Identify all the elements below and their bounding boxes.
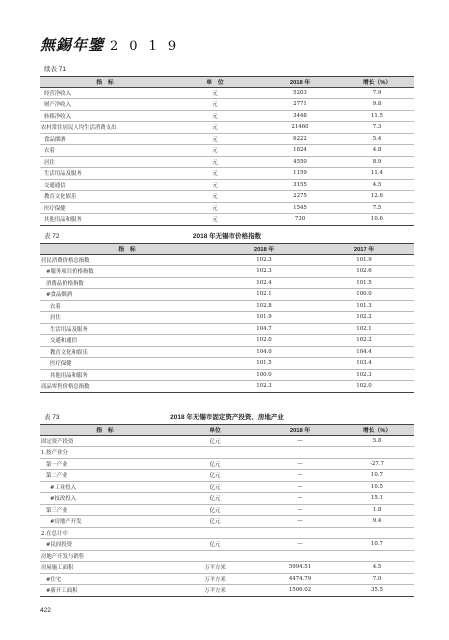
table-row <box>40 539 414 551</box>
row-indicator: 房地产开发与销售 <box>40 550 170 562</box>
table-row <box>40 458 414 470</box>
row-unit: 元 <box>170 87 260 99</box>
col-header-indicator: 指 标 <box>40 244 214 255</box>
row-growth: 10.6 <box>340 214 414 226</box>
table-row <box>40 562 414 574</box>
table-row <box>40 504 414 516</box>
row-indicator: 居民消费价格总指数 <box>40 254 214 266</box>
row-growth: -27.7 <box>340 458 414 470</box>
row-growth: 10.7 <box>340 539 414 551</box>
table-header-row <box>40 244 414 255</box>
col-header-2017: 2017 年 <box>314 244 414 255</box>
row-indicator: 衣着 <box>40 300 214 312</box>
col-header-2018: 2018 年 <box>214 244 314 255</box>
row-growth: 10.5 <box>340 481 414 493</box>
row-value-2017: 103.4 <box>314 358 414 370</box>
table-row <box>40 346 414 358</box>
table-row <box>40 87 414 99</box>
table-row <box>40 470 414 482</box>
row-indicator: 居住 <box>40 156 170 168</box>
col-header-unit: 单位 <box>170 425 260 436</box>
row-indicator: #新开工面积 <box>40 585 170 597</box>
row-unit: 亿元 <box>170 504 260 516</box>
row-growth: 9.4 <box>340 516 414 528</box>
row-growth <box>340 447 414 459</box>
row-indicator: 房屋施工面积 <box>40 562 170 574</box>
table-row <box>40 122 414 134</box>
row-value-2018: 101.5 <box>214 358 314 370</box>
table-row <box>40 358 414 370</box>
row-value-2017: 102.0 <box>314 381 414 393</box>
row-growth: 10.7 <box>340 470 414 482</box>
table-row <box>40 312 414 324</box>
table-row <box>40 381 414 393</box>
table-label: 续表 71 <box>44 66 67 73</box>
row-unit: 亿元 <box>170 516 260 528</box>
row-growth: 35.5 <box>340 585 414 597</box>
row-growth <box>340 550 414 562</box>
row-indicator: #技改投入 <box>40 493 170 505</box>
table-row <box>40 99 414 111</box>
row-indicator: 第二产业 <box>40 470 170 482</box>
row-indicator: 医疗保健 <box>40 358 214 370</box>
row-value-2018: 102.3 <box>214 381 314 393</box>
table-label: 表 73 <box>44 414 60 421</box>
table-row <box>40 191 414 203</box>
table-73-section <box>40 412 414 597</box>
row-indicator: #食品烟酒 <box>40 289 214 301</box>
row-unit <box>170 550 260 562</box>
row-unit: 元 <box>170 202 260 214</box>
row-value-2017: 101.5 <box>314 277 414 289</box>
row-growth: 5.4 <box>340 133 414 145</box>
row-value: — <box>260 481 340 493</box>
table-row <box>40 585 414 597</box>
row-value: — <box>260 470 340 482</box>
row-value-2018: 102.1 <box>214 289 314 301</box>
row-indicator: 教育文化娱乐 <box>40 191 170 203</box>
row-value-2018: 102.0 <box>214 335 314 347</box>
row-value <box>260 550 340 562</box>
row-value-2017: 104.4 <box>314 346 414 358</box>
table-row <box>40 289 414 301</box>
table-row <box>40 481 414 493</box>
table-row <box>40 369 414 381</box>
table-row <box>40 573 414 585</box>
yearbook-logo: 無錫年鑒 <box>40 36 105 54</box>
row-value: 6222 <box>260 133 340 145</box>
row-growth: 15.1 <box>340 493 414 505</box>
row-unit: 万平方米 <box>170 562 260 574</box>
row-growth: 4.5 <box>340 179 414 191</box>
row-value-2018: 102.3 <box>214 254 314 266</box>
row-value-2017: 102.2 <box>314 312 414 324</box>
table-row <box>40 133 414 145</box>
row-indicator: #住宅 <box>40 573 170 585</box>
row-growth: 8.9 <box>340 156 414 168</box>
row-indicator: 转移净收入 <box>40 110 170 122</box>
table-72-section <box>40 231 414 393</box>
row-unit: 亿元 <box>170 481 260 493</box>
row-value-2018: 100.0 <box>214 369 314 381</box>
row-indicator: 第一产业 <box>40 458 170 470</box>
table-row <box>40 435 414 447</box>
row-unit: 元 <box>170 156 260 168</box>
row-indicator: 食品烟酒 <box>40 133 170 145</box>
row-unit: 元 <box>170 133 260 145</box>
row-growth: 4.5 <box>340 562 414 574</box>
row-value: 1506.02 <box>260 585 340 597</box>
table-71-section <box>40 64 414 226</box>
row-value: 4550 <box>260 156 340 168</box>
table-row <box>40 266 414 278</box>
table-71 <box>40 76 414 226</box>
table-row <box>40 156 414 168</box>
row-growth <box>340 527 414 539</box>
col-header-2018: 2018 年 <box>260 77 340 88</box>
row-unit: 亿元 <box>170 470 260 482</box>
row-value-2018: 104.7 <box>214 323 314 335</box>
row-growth: 7.0 <box>340 573 414 585</box>
row-indicator: 生活用品及服务 <box>40 168 170 180</box>
row-indicator: 商品零售价格总指数 <box>40 381 214 393</box>
row-indicator: 交通和通信 <box>40 335 214 347</box>
row-value-2018: 102.8 <box>214 300 314 312</box>
row-indicator: 第三产业 <box>40 504 170 516</box>
col-header-growth: 增长（%） <box>340 425 414 436</box>
row-indicator: 交通通信 <box>40 179 170 191</box>
table-title: 2018 年无锡市固定资产投资、房地产业 <box>170 414 284 421</box>
row-unit: 万平方米 <box>170 585 260 597</box>
row-indicator: 1.按产业分 <box>40 447 170 459</box>
row-indicator: 经营净收入 <box>40 87 170 99</box>
row-value-2018: 104.0 <box>214 346 314 358</box>
row-unit: 元 <box>170 214 260 226</box>
row-growth: 7.9 <box>340 87 414 99</box>
table-row <box>40 527 414 539</box>
row-growth: 7.5 <box>340 202 414 214</box>
row-value: — <box>260 539 340 551</box>
row-value-2017: 102.6 <box>314 266 414 278</box>
row-value: — <box>260 458 340 470</box>
table-73 <box>40 424 414 597</box>
table-row <box>40 110 414 122</box>
table-row <box>40 145 414 157</box>
table-row <box>40 493 414 505</box>
row-growth: 11.5 <box>340 110 414 122</box>
row-indicator: 财产净收入 <box>40 99 170 111</box>
table-row <box>40 277 414 289</box>
row-unit: 元 <box>170 179 260 191</box>
row-growth: 9.8 <box>340 99 414 111</box>
row-indicator: #工业投入 <box>40 481 170 493</box>
table-row <box>40 550 414 562</box>
table-header-row <box>40 77 414 88</box>
row-unit: 亿元 <box>170 435 260 447</box>
table-header-row <box>40 425 414 436</box>
row-value: 1545 <box>260 202 340 214</box>
row-unit: 万平方米 <box>170 573 260 585</box>
row-value: 1824 <box>260 145 340 157</box>
row-value-2018: 102.4 <box>214 277 314 289</box>
row-value: — <box>260 435 340 447</box>
row-value: 2771 <box>260 99 340 111</box>
row-value: 3448 <box>260 110 340 122</box>
row-unit: 亿元 <box>170 539 260 551</box>
row-value: — <box>260 493 340 505</box>
row-indicator: 其他用品和服务 <box>40 369 214 381</box>
row-growth: 5.8 <box>340 435 414 447</box>
col-header-unit: 单 位 <box>170 77 260 88</box>
row-unit: 元 <box>170 122 260 134</box>
row-unit: 元 <box>170 99 260 111</box>
row-value: 21460 <box>260 122 340 134</box>
row-value: 4474.79 <box>260 573 340 585</box>
row-value-2017: 102.2 <box>314 335 414 347</box>
table-title: 2018 年无锡市价格指数 <box>192 233 262 240</box>
row-indicator: 其他用品和服务 <box>40 214 170 226</box>
row-growth: 1.8 <box>340 504 414 516</box>
table-row <box>40 323 414 335</box>
row-value <box>260 447 340 459</box>
row-value-2017: 101.3 <box>314 300 414 312</box>
row-value: — <box>260 516 340 528</box>
col-header-indicator: 指 标 <box>40 425 170 436</box>
row-value-2017: 100.0 <box>314 289 414 301</box>
row-unit: 元 <box>170 191 260 203</box>
row-value-2017: 102.3 <box>314 369 414 381</box>
table-row <box>40 447 414 459</box>
table-caption <box>40 64 414 76</box>
table-caption <box>40 412 414 424</box>
row-unit: 元 <box>170 110 260 122</box>
table-row <box>40 179 414 191</box>
row-value: 730 <box>260 214 340 226</box>
table-row <box>40 335 414 347</box>
row-growth: 7.3 <box>340 122 414 134</box>
row-indicator: 居住 <box>40 312 214 324</box>
row-indicator: 医疗保健 <box>40 202 170 214</box>
table-row <box>40 168 414 180</box>
row-growth: 4.8 <box>340 145 414 157</box>
row-indicator: 教育文化和娱乐 <box>40 346 214 358</box>
table-row <box>40 254 414 266</box>
row-value: 5203 <box>260 87 340 99</box>
row-indicator: 农村常住居民人均生活消费支出 <box>40 122 170 134</box>
row-growth: 11.4 <box>340 168 414 180</box>
page-number: 422 <box>40 607 51 614</box>
row-unit: 亿元 <box>170 493 260 505</box>
row-unit: 元 <box>170 145 260 157</box>
table-row <box>40 202 414 214</box>
row-growth: 12.6 <box>340 191 414 203</box>
table-72 <box>40 243 414 393</box>
table-row <box>40 300 414 312</box>
row-value <box>260 527 340 539</box>
row-indicator: 2.在总计中 <box>40 527 170 539</box>
col-header-2018: 2018 年 <box>260 425 340 436</box>
row-indicator: 消费品价格指数 <box>40 277 214 289</box>
table-row <box>40 516 414 528</box>
page-header <box>40 34 420 56</box>
row-value-2018: 102.3 <box>214 266 314 278</box>
row-unit: 元 <box>170 168 260 180</box>
row-value-2018: 101.9 <box>214 312 314 324</box>
col-header-growth: 增长（%） <box>340 77 414 88</box>
row-indicator: 衣着 <box>40 145 170 157</box>
yearbook-year: 2019 <box>110 39 188 54</box>
row-value: 3155 <box>260 179 340 191</box>
row-unit <box>170 527 260 539</box>
row-value: 5994.51 <box>260 562 340 574</box>
table-caption <box>40 231 414 243</box>
row-unit: 亿元 <box>170 458 260 470</box>
row-indicator: #房地产开发 <box>40 516 170 528</box>
row-indicator: 生活用品及服务 <box>40 323 214 335</box>
col-header-indicator: 指 标 <box>40 77 170 88</box>
row-value-2017: 102.1 <box>314 323 414 335</box>
row-indicator: #民间投资 <box>40 539 170 551</box>
table-label: 表 72 <box>44 233 60 240</box>
row-value: 1159 <box>260 168 340 180</box>
row-unit <box>170 447 260 459</box>
row-value: 2275 <box>260 191 340 203</box>
row-value: — <box>260 504 340 516</box>
table-row <box>40 214 414 226</box>
row-value-2017: 101.9 <box>314 254 414 266</box>
row-indicator: #服务项目价格指数 <box>40 266 214 278</box>
row-indicator: 固定资产投资 <box>40 435 170 447</box>
